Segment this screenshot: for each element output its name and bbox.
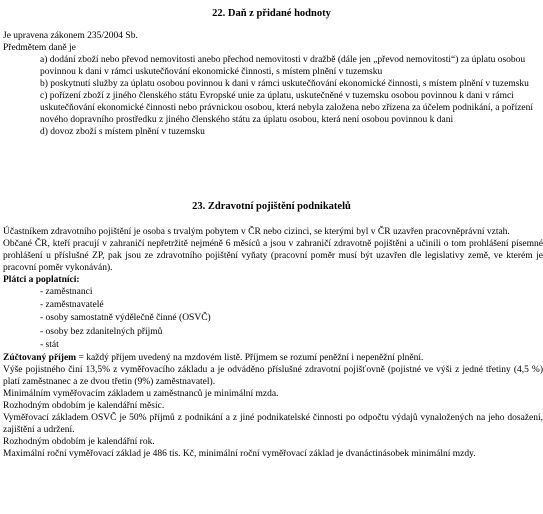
osvc-base-paragraph: Vyměřovací základem OSVČ je 50% příjmů z podnikání a z jiné podnikatelské činnosti po odpočtu výdajů vynaložených na jeho dosažení, zajištění a udržení. <box>3 413 543 436</box>
participants-paragraph: Účastníkem zdravotního pojištění je osoba s trvalým pobytem v ČR nebo cizinci, se kterými byl v ČR uzavřen pracovněprávní vztah. <box>3 227 510 237</box>
income-term: Zúčtovaný příjem <box>3 353 77 364</box>
payer-item: - osoby bez zdanitelných příjmů <box>40 326 163 337</box>
section-22-body <box>3 30 543 138</box>
period-year-paragraph: Rozhodným obdobím je kalendářní rok. <box>3 437 155 448</box>
tax-subject-item-c: c) pořízení zboží z jiného členského státu Evropské unie za úplatu, uskutečněné v tuzemsku osobou povinnou k dani v rámci uskutečňování ekonomické činnosti nebo právnickou osobou, která nebyla založena nebo zřízena za účelem podnikání, a pořízení nového dopravního prostředku z jiného členského státu za úplatu osobou, která není osobou povinnou k dani <box>40 91 534 125</box>
minimum-base-paragraph: Minimálním vyměřovacím základem u zaměstnanců je minimální mzda. <box>3 389 279 400</box>
tax-subject-item-a: a) dodání zboží nebo převod nemovitosti anebo přechod nemovitosti v dražbě (dále jen „převod nemovitosti“) za úplatu osobou povinnou k dani v rámci uskutečňování ekonomické činnosti, s místem plnění v tuzemsku <box>40 55 526 77</box>
premium-rate-paragraph: Výše pojistného činí 13,5% z vyměřovacího základu a je odváděno příslušné zdravotní pojišťovně (pojistné ve výši z jedné třetiny (4,5 %) platí zaměstnanec a ze dvou třetin (9%) zaměstnavatel). <box>3 365 543 388</box>
law-reference: Je upravena zákonem 235/2004 Sb. <box>3 31 138 41</box>
payer-item: - stát <box>40 339 59 350</box>
tax-subject-item-b: b) poskytnutí služby za úplatu osobou povinnou k dani v rámci uskutečňování ekonomické činnosti, s místem plnění v tuzemsku <box>40 79 529 89</box>
tax-subject-list <box>3 54 540 138</box>
section-23-body <box>3 226 543 460</box>
period-month-paragraph: Rozhodným obdobím je kalendářní měsíc. <box>3 401 165 412</box>
section-23-title: 23. Zdravotní pojištění podnikatelů <box>192 201 351 212</box>
payers-heading: Plátci a poplatníci: <box>3 275 80 285</box>
payers-list <box>3 286 543 352</box>
max-base-paragraph: Maximální roční vyměřovací základ je 486 tis. Kč, minimální roční vyměřovací základ je dvanáctinásobek minimální mzdy. <box>3 449 476 460</box>
abroad-paragraph: Občané ČR, kteří pracují v zahraničí nepřetržitě nejméně 6 měsíců a jsou v zahraničí zdravotně pojištěni a učinili o tom prohlášení písemné prohlášení u příslušné ZP, pak jsou ze zdravotního pojištění vyňaty (pracovní poměr musí být uzavřen dle legislativy země, ve kterém je pracovní poměr vykonáván). <box>3 239 543 273</box>
income-definition-text: = každý příjem uvedený na mzdovém listě. Příjmem se rozumí peněžní i nepeněžní plnění. <box>76 353 424 364</box>
payer-item: - zaměstnanci <box>40 287 93 297</box>
section-22-title: 22. Daň z přidané hodnoty <box>212 8 331 19</box>
tax-subject-item-d: d) dovoz zboží s místem plnění v tuzemsku <box>40 127 205 137</box>
payer-item: - osoby samostatně výdělečně činné (OSVČ) <box>40 313 211 324</box>
payer-item: - zaměstnavatelé <box>40 300 104 311</box>
tax-subject-intro: Předmětem daně je <box>3 43 76 53</box>
income-definition <box>3 352 543 364</box>
